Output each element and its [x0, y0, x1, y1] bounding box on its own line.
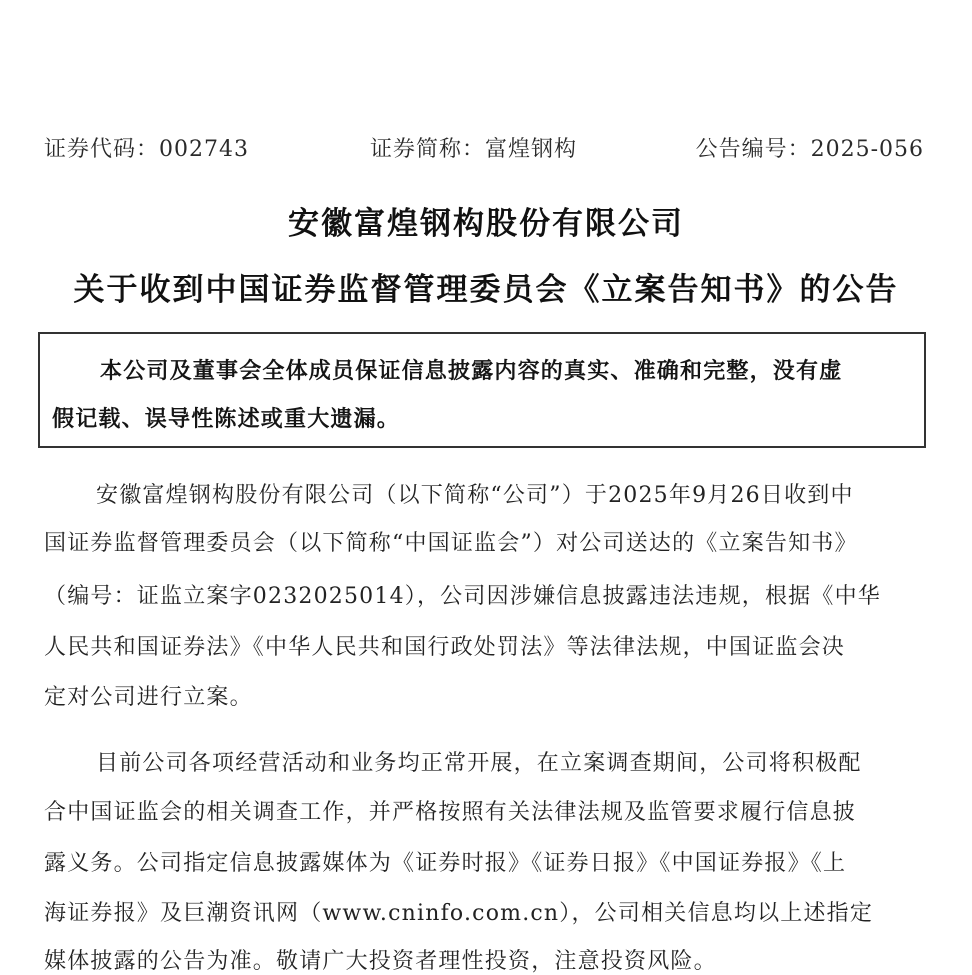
company-title: 安徽富煌钢构股份有限公司	[288, 206, 684, 242]
paragraph-line: （编号：证监立案字0232025014），公司因涉嫌信息披露违法违规，根据《中华	[44, 584, 881, 609]
stock-code: 证券代码：002743	[44, 137, 249, 162]
paragraph-line: 海证券报》及巨潮资讯网（www.cninfo.com.cn），公司相关信息均以上述指定	[44, 901, 874, 926]
disclaimer-line: 本公司及董事会全体成员保证信息披露内容的真实、准确和完整，没有虚	[100, 359, 843, 384]
paragraph-line: 媒体披露的公告为准。敬请广大投资者理性投资，注意投资风险。	[44, 949, 717, 974]
stock-name: 证券简称：富煌钢构	[370, 137, 578, 162]
announcement-header	[44, 128, 924, 164]
disclaimer-box	[38, 332, 926, 448]
paragraph-line: 定对公司进行立案。	[44, 685, 253, 710]
paragraph-line: 露义务。公司指定信息披露媒体为《证券时报》《证券日报》《中国证券报》《上	[44, 851, 847, 876]
paragraph-line: 目前公司各项经营活动和业务均正常开展，在立案调查期间，公司将积极配	[96, 751, 862, 776]
disclaimer-line: 假记载、误导性陈述或重大遗漏。	[52, 407, 401, 432]
paragraph-line: 人民共和国证券法》《中华人民共和国行政处罚法》等法律法规，中国证监会决	[44, 635, 846, 660]
paragraph-line: 安徽富煌钢构股份有限公司（以下简称“公司”）于2025年9月26日收到中	[96, 483, 854, 508]
paragraph-line: 国证券监督管理委员会（以下简称“中国证监会”）对公司送达的《立案告知书》	[44, 531, 858, 556]
announcement-title: 关于收到中国证券监督管理委员会《立案告知书》的公告	[73, 272, 899, 308]
announcement-number: 公告编号：2025-056	[695, 137, 924, 162]
paragraph-line: 合中国证监会的相关调查工作，并严格按照有关法律法规及监管要求履行信息披	[44, 800, 857, 825]
